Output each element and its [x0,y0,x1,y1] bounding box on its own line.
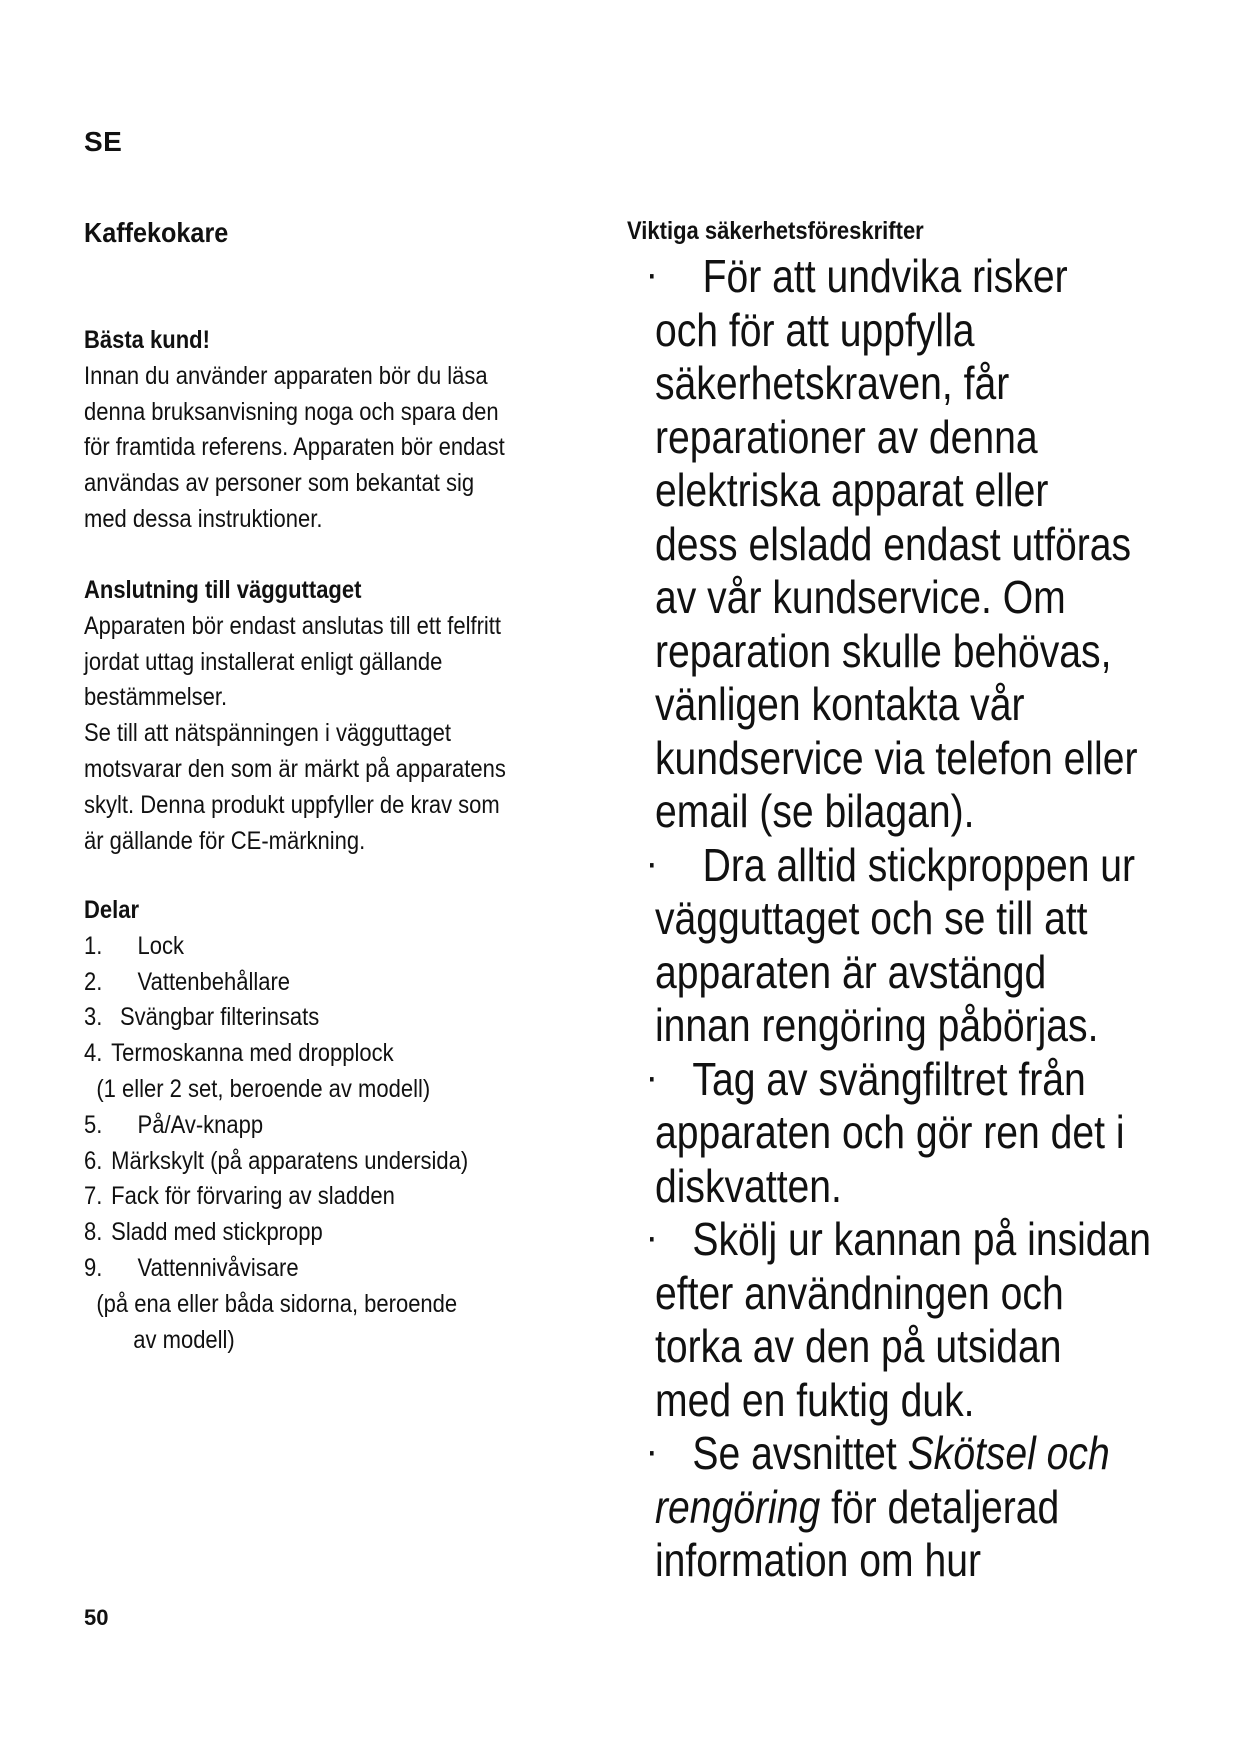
parts-list-item [84,1036,630,1072]
safety-line: information om hur [655,1534,981,1586]
parts-item-number: 4. [84,1039,103,1068]
safety-bullet-line [648,1213,1152,1267]
safety-line: För att undvika risker [702,250,1068,302]
parts-list-item [84,965,630,1001]
parts-section [84,893,630,1358]
parts-list-item [84,1000,630,1036]
connection-line: skylt. Denna produkt uppfyller de krav som [84,790,500,819]
parts-list-note: (på ena eller båda sidorna, beroende [96,1289,458,1318]
parts-item-label: Svängbar filterinsats [119,1003,320,1032]
parts-item-label: Märkskylt (på apparatens undersida) [111,1146,469,1175]
parts-item-number: 6. [84,1146,103,1175]
parts-item-number: 3. [84,1003,103,1032]
safety-instructions [648,250,1152,1588]
connection-section [84,573,577,859]
safety-line: och för att uppfylla [655,303,975,356]
connection-line: är gällande för CE-märkning. [84,826,366,855]
parts-item-label: Termoskanna med dropplock [111,1039,394,1068]
parts-item-label: Lock [137,931,185,960]
parts-list-item [84,1108,630,1144]
safety-line: efter användningen och [655,1266,1064,1319]
language-code: SE [84,126,123,157]
safety-line: reparationer av denna [655,410,1038,463]
parts-item-number: 9. [84,1253,103,1282]
greeting-line: för framtida referens. Apparaten bör endast [84,433,505,462]
safety-line: innan rengöring påbörjas. [655,999,1099,1051]
safety-line: email (se bilagan). [655,785,975,837]
parts-item-label: Vattennivåvisare [137,1253,299,1282]
bullet-icon: · [648,1437,657,1470]
safety-line: kundservice via telefon eller [655,731,1138,784]
greeting-line: med dessa instruktioner. [84,504,323,533]
safety-line: Tag av svängfiltret från [692,1052,1086,1105]
safety-line [655,1427,1110,1479]
safety-text: för detaljerad [831,1480,1060,1533]
parts-item-number: 5. [84,1110,103,1139]
parts-item-number: 2. [84,967,103,996]
safety-line: elektriska apparat eller [655,464,1049,516]
parts-item-label: Sladd med stickpropp [111,1218,323,1247]
greeting-heading: Bästa kund! [84,326,210,354]
bullet-icon: · [648,1223,657,1256]
parts-list-note: av modell) [133,1325,235,1354]
parts-list-item [84,1144,630,1180]
safety-line: dess elsladd endast utföras [655,517,1132,570]
section-reference: Skötsel och [907,1427,1110,1479]
connection-line: bestämmelser. [84,683,228,712]
safety-line [655,1481,1131,1535]
safety-line: av vår kundservice. Om [655,571,1066,623]
parts-list [84,929,630,1359]
parts-item-label: På/Av-knapp [137,1110,264,1139]
safety-line: torka av den på utsidan [655,1320,1062,1372]
parts-item-label: Fack för förvaring av sladden [111,1182,395,1211]
safety-heading: Viktiga säkerhetsföreskrifter [627,217,924,245]
safety-line: Dra alltid stickproppen ur [702,838,1136,891]
connection-line: jordat uttag installerat enligt gällande [84,647,443,676]
greeting-section [84,323,577,538]
safety-line: reparation skulle behövas, [655,624,1112,677]
document-title: Kaffekokare [84,217,229,248]
parts-item-number: 1. [84,931,103,960]
connection-heading: Anslutning till vägguttaget [84,576,362,604]
bullet-icon: · [648,1062,657,1096]
parts-list-item [84,929,630,965]
parts-list-item [84,1251,630,1287]
safety-text: Se avsnittet [692,1427,897,1479]
page-number: 50 [84,1605,109,1630]
safety-bullet-line [648,250,1131,304]
bullet-icon: · [648,260,657,293]
connection-line: Apparaten bör endast anslutas till ett felfritt [84,611,502,640]
safety-line: apparaten och gör ren det i [655,1106,1125,1158]
safety-line: vägguttaget och se till att [655,892,1088,944]
safety-line: med en fuktig duk. [655,1373,975,1426]
parts-heading: Delar [84,896,140,924]
safety-line: säkerhetskraven, får [655,357,1010,409]
parts-list-note: (1 eller 2 set, beroende av modell) [96,1074,431,1103]
safety-bullet-line [648,1052,1131,1107]
safety-line: apparaten är avstängd [655,945,1047,998]
greeting-line: användas av personer som bekantat sig [84,469,475,498]
safety-bullet-line [648,1427,1131,1481]
greeting-line: Innan du använder apparaten bör du läsa [84,361,488,390]
safety-bullet-line [648,838,1136,893]
parts-item-number: 7. [84,1182,103,1211]
bullet-icon: · [648,848,657,882]
greeting-line: denna bruksanvisning noga och spara den [84,397,499,426]
connection-line: motsvarar den som är märkt på apparatens [84,754,506,783]
safety-line: Skölj ur kannan på insidan [692,1213,1152,1265]
parts-list-item [84,1179,630,1215]
section-reference: rengöring [655,1480,821,1533]
parts-list-item [84,1215,630,1251]
connection-line: Se till att nätspänningen i vägguttaget [84,719,451,748]
parts-item-number: 8. [84,1218,103,1247]
safety-line: diskvatten. [655,1159,842,1212]
parts-item-label: Vattenbehållare [137,967,291,996]
safety-line: vänligen kontakta vår [655,678,1025,730]
